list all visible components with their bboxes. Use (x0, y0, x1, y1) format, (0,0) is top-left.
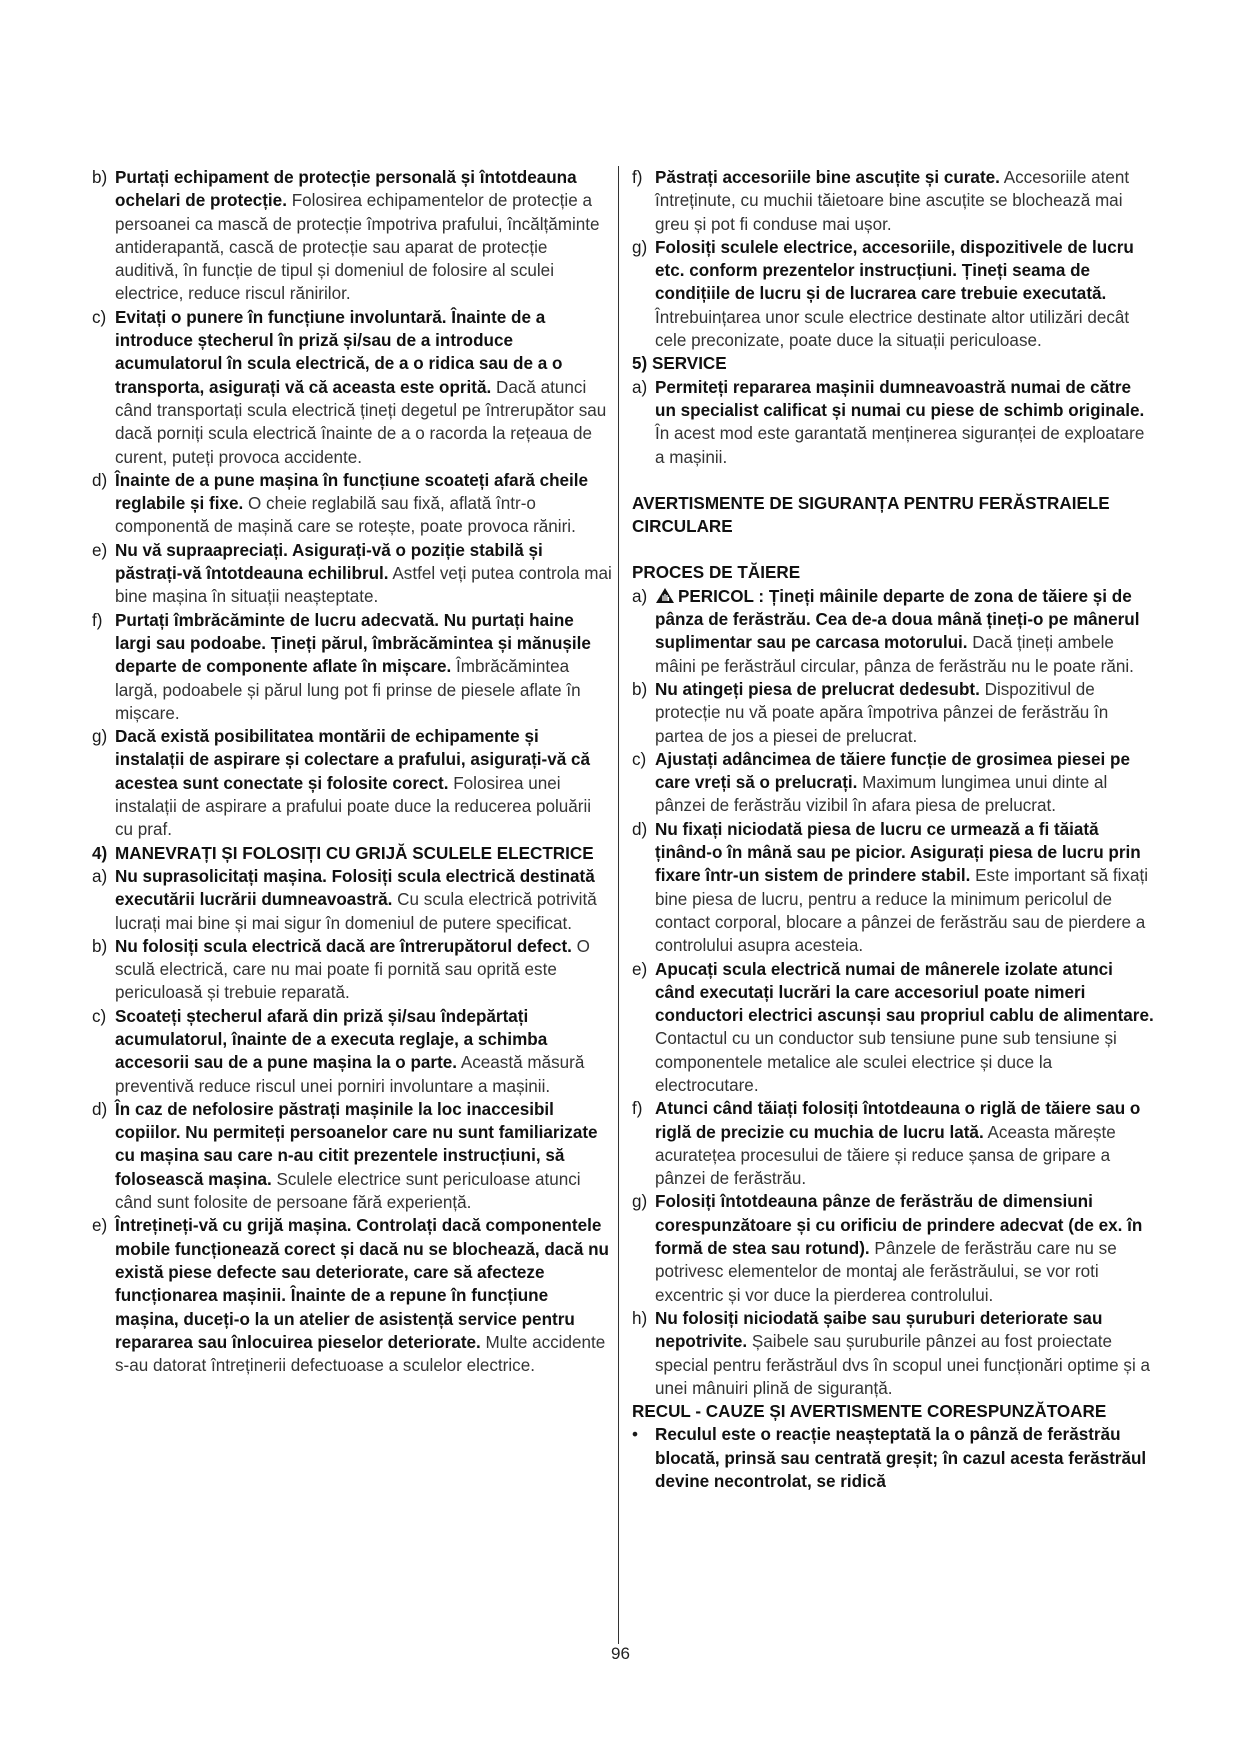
list-item (92, 865, 612, 935)
cutting-items (632, 585, 1154, 1400)
item-label: c) (92, 1006, 107, 1026)
item-text: Sculele electrice sunt periculoase atunci când sunt folosite de persoane fără experiență. (115, 1169, 581, 1213)
item-bold-text: Nu folosiți scula electrică dacă are întrerupătorul defect. (115, 936, 572, 956)
item-label: b) (632, 679, 648, 699)
item-label: • (632, 1425, 638, 1445)
list-item (92, 1005, 612, 1098)
item-label: b) (92, 168, 108, 187)
item-bold-text: Nu atingeți piesa de prelucrat dedesubt. (655, 679, 980, 699)
list-item (632, 958, 1154, 1098)
list-item (632, 1307, 1154, 1400)
section-4-title: MANEVRAȚI ȘI FOLOSIȚI CU GRIJĂ SCULELE ELECTRICE (115, 843, 594, 863)
left-column (92, 166, 612, 1377)
item-bold-text: Purtați îmbrăcăminte de lucru adecvată. Nu purtați haine largi sau podoabe. Țineți părul, îmbrăcămintea și mănușile departe de componente aflate în mișcare. (115, 610, 591, 677)
item-label: d) (92, 1099, 108, 1119)
item-label: g) (632, 237, 648, 257)
item-label: d) (632, 819, 648, 839)
item-label: a) (632, 377, 648, 397)
item-text: Aceasta mărește acuratețea procesului de tăiere și reduce șansa de gripare a pânzei de ferăstrău. (655, 1122, 1116, 1189)
item-text: Multe accidente s-au datorat întreținerii defectuoase a sculelor electrice. (115, 1332, 606, 1376)
left-items-part1 (92, 166, 612, 842)
item-bold-text: Evitați o punere în funcțiune involuntară. Înainte de a introduce ștecherul în priză și/sau de a introduce acumulatorul în scula electrică, de a o ridica sau de a o transporta, asigurați vă că aceasta este oprită. (115, 307, 563, 397)
item-label: f) (632, 168, 643, 187)
item-text: Întrebuințarea unor scule electrice destinate altor utilizări decât cele preconizate, poate duce la situații periculoase. (655, 307, 1130, 351)
list-item (92, 166, 612, 306)
item-label: b) (92, 936, 108, 956)
item-label: c) (632, 749, 647, 769)
item-text: Maximum lungimea unui dinte al pânzei de ferăstrău vizibil în afara piesa de prelucrat. (655, 773, 1108, 816)
item-label: e) (632, 959, 648, 979)
list-item (632, 236, 1154, 352)
item-bold-text: În caz de nefolosire păstrați mașinile la loc inaccesibil copiilor. Nu permiteți persoanelor care nu sunt familiarizate cu mașina sau care n-au citit prezentele instrucțiuni, să folosească mașina. (115, 1099, 598, 1189)
list-item (92, 1214, 612, 1377)
right-column (632, 166, 1154, 1493)
item-bold-text: Nu fixați niciodată piesa de lucru ce urmează a fi tăiată ținând-o în mână sau pe picior. Asigurați piesa de lucru prin fixare într-un sistem de prindere stabil. (655, 819, 1141, 886)
item-bold-text: Nu folosiți niciodată șaibe sau șuruburi deteriorate sau nepotrivite. (655, 1308, 1103, 1352)
item-bold-text: Ajustați adâncimea de tăiere funcție de grosimea piesei pe care vreți să o prelucrați. (655, 749, 1130, 793)
item-text: În acest mod este garantată menținerea siguranței de exploatare a mașinii. (655, 424, 1145, 467)
item-text: Folosirea unei instalații de aspirare a prafului poate duce la reducerea poluării cu praf. (115, 773, 592, 840)
item-bold-text: Folosiți sculele electrice, accesoriile, dispozitivele de lucru etc. conform prezentelor instrucțiuni. Țineți seama de condițiile de lucru și de lucrarea care trebuie executată. (655, 237, 1134, 304)
item-bold-text: Atunci când tăiați folosiți întotdeauna o riglă de tăiere sau o riglă de precizie cu muchia de lucru lată. (655, 1099, 1141, 1142)
item-text: Folosirea echipamentelor de protecție a persoanei ca mască de protecție împotriva prafului, încălțăminte antiderapantă, cască de protecție sau aparat de protecție auditivă, în funcție de tipul și domeniul de folosire al sculei electrice, reduce riscul rănirilor. (115, 191, 600, 304)
list-item (632, 1423, 1154, 1493)
item-label: a) (92, 866, 108, 886)
item-label: h) (632, 1308, 648, 1328)
item-label: f) (632, 1099, 643, 1119)
list-item (632, 376, 1154, 469)
list-item (92, 935, 612, 1005)
list-item (92, 306, 612, 469)
list-item (92, 469, 612, 539)
item-label: g) (632, 1192, 648, 1212)
item-text: Pânzele de ferăstrău care nu se potrivesc elementelor de montaj ale ferăstrăului, se vor roti excentric și vor duce la pierderea controlului. (655, 1239, 1117, 1305)
list-item (632, 1190, 1154, 1306)
item-label: g) (92, 727, 108, 747)
kickback-bullets (632, 1423, 1154, 1493)
list-item (632, 585, 1154, 678)
item-bold-text: Înainte de a pune mașina în funcțiune scoateți afară cheile reglabile și fixe. (115, 470, 589, 514)
list-item (632, 678, 1154, 748)
list-item (92, 725, 612, 841)
item-text: Accesoriile atent întreținute, cu muchii tăietoare bine ascuțite se blochează mai greu și pot fi conduse mai ușor. (655, 168, 1130, 234)
item-bold-text: Reculul este o reacție neașteptată la o pânză de ferăstrău blocată, prinsă sau centrată greșit; în cazul acesta ferăstrăul devine necontrolat, se ridică (655, 1425, 1147, 1492)
list-item (92, 609, 612, 725)
item-bold-text: Întrețineți-vă cu grijă mașina. Controlați dacă componentele mobile funcționează corect și dacă nu se blochează, dacă nu există piese defecte sau deteriorate, care să afecteze funcționarea mașinii. Înainte de a repune în funcțiune mașina, duceți-o la un atelier de asistență service pentru repararea sau înlocuirea pieselor deteriorate. (115, 1216, 609, 1352)
right-items-part1 (632, 166, 1154, 352)
item-text: O sculă electrică, care nu mai poate fi pornită sau oprită este periculoasă și trebuie reparată. (115, 936, 590, 1003)
list-item (92, 539, 612, 609)
item-bold-text: Scoateți ștecherul afară din priză și/sau îndepărtați acumulatorul, înainte de a executa reglaje, a schimba accesorii sau de a pune mașina la o parte. (115, 1006, 548, 1073)
item-label: c) (92, 307, 107, 327)
item-bold-text: PERICOL : Țineți mâinile departe de zona de tăiere și de pânza de ferăstrău. Cea de-a doua mână țineți-o pe mânerul suplimentar sau pe carcasa motorului. (655, 586, 1140, 653)
heading-kickback: RECUL - CAUZE ȘI AVERTISMENTE CORESPUNZĂTOARE (632, 1402, 1107, 1422)
item-bold-text: Folosiți întotdeauna pânze de ferăstrău de dimensiuni corespunzătoare și cu orificiu de prindere adecvat (de ex. în formă de stea sau rotund). (655, 1192, 1143, 1259)
list-item (632, 166, 1154, 236)
item-label: d) (92, 470, 108, 490)
list-item (632, 748, 1154, 818)
item-text: Este important să fixați bine piesa de lucru, pentru a reduce la minimum pericolul de contact corporal, blocare a pânzei de ferăstrău sau de pierdere a controlului asupra acesteia. (655, 866, 1149, 956)
item-text: Dacă atunci când transportați scula electrică țineți degetul pe întrerupător sau dacă porniți scula electrică înainte de a o racorda la rețeaua de curent, puteți provoca accidente. (115, 377, 607, 467)
heading-circular-saw-warnings: AVERTISMENTE DE SIGURANȚA PENTRU FERĂSTRAIELE CIRCULARE (632, 493, 1110, 537)
section-5-heading: 5) SERVICE (632, 354, 727, 374)
item-bold-text: Apucați scula electrică numai de mânerele izolate atunci când executați lucrări la care accesoriul poate nimeri conductori electrici ascunși sau propriul cablu de alimentare. (655, 959, 1154, 1026)
item-text: Îmbrăcămintea largă, podoabele și părul lung pot fi prinse de piesele aflate în mișcare. (115, 657, 581, 723)
item-text: O cheie reglabilă sau fixă, aflată într-o componentă de mașină care se rotește, poate provoca răniri. (115, 494, 576, 537)
section-4-heading (92, 842, 612, 865)
item-bold-text: Păstrați accesoriile bine ascuțite și curate. (655, 168, 1000, 187)
item-bold-text: Permiteți repararea mașinii dumneavoastră numai de către un specialist calificat și numai cu piese de schimb originale. (655, 377, 1145, 420)
item-text: Cu scula electrică potrivită lucrați mai bine și mai sigur în domeniul de putere specificat. (115, 890, 597, 933)
list-item (92, 1098, 612, 1214)
list-item (632, 1097, 1154, 1190)
column-divider (618, 166, 619, 1644)
item-bold-text: Dacă există posibilitatea montării de echipamente și instalații de aspirare și colectare a prafului, asigurați-vă că acestea sunt conectate și folosite corect. (115, 727, 591, 793)
item-text: Dacă țineți ambele mâini pe ferăstrăul circular, pânza de ferăstrău nu le poate răni. (655, 633, 1134, 676)
item-text: Această măsură preventivă reduce riscul unei porniri involuntare a mașinii. (115, 1053, 585, 1096)
right-items-part2 (632, 376, 1154, 469)
item-text: Contactul cu un conductor sub tensiune pune sub tensiune și componentele metalice ale sculei electrice și duce la electrocutare. (655, 1029, 1117, 1095)
item-text: Șaibele sau șuruburile pânzei au fost proiectate special pentru ferăstrăul dvs în scopul unei funcționări optime și a unei mânuiri plină de siguranță. (655, 1332, 1151, 1398)
section-4-label: 4) (92, 843, 108, 863)
item-label: a) (632, 586, 648, 606)
warning-hand-icon (655, 587, 675, 604)
item-text: Astfel veți putea controla mai bine mașina în situații neașteptate. (115, 564, 612, 607)
list-item (632, 818, 1154, 958)
left-items-part2 (92, 865, 612, 1378)
heading-cutting-process: PROCES DE TĂIERE (632, 563, 801, 583)
item-bold-text: Nu vă supraapreciați. Asigurați-vă o poziție stabilă și păstrați-vă întotdeauna echilibrul. (115, 540, 543, 584)
item-label: e) (92, 540, 108, 560)
item-label: f) (92, 610, 103, 630)
item-bold-text: Nu suprasolicitați mașina. Folosiți scula electrică destinată executării lucrării dumneavoastră. (115, 866, 595, 910)
item-label: e) (92, 1216, 108, 1236)
page-number: 96 (611, 1644, 630, 1663)
item-bold-text: Purtați echipament de protecție personală și întotdeauna ochelari de protecție. (115, 168, 577, 211)
item-text: Dispozitivul de protecție nu vă poate apăra împotriva pânzei de ferăstrău în partea de jos a piesei de prelucrat. (655, 679, 1109, 746)
